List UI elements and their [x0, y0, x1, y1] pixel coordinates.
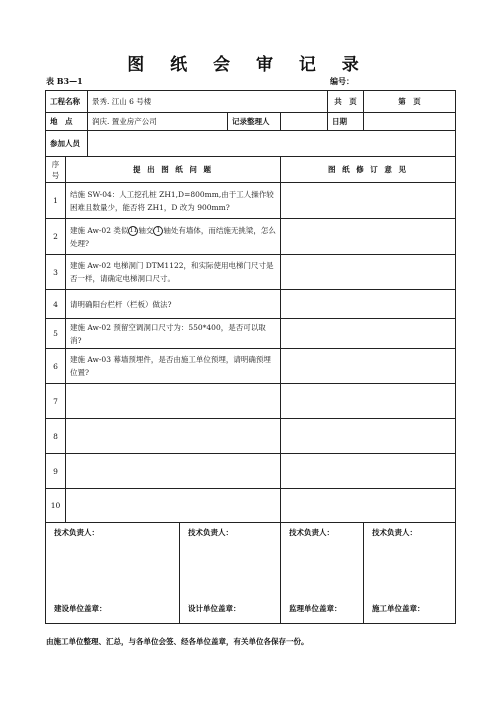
issue-text	[66, 384, 281, 419]
technical-lead-label: 技术负责人：	[289, 528, 334, 537]
issue-text	[66, 419, 281, 454]
seal-label: 设计单位盖章：	[188, 604, 241, 613]
participants-row	[46, 131, 456, 157]
issue-text	[66, 219, 281, 255]
recorder-label: 记录整理人	[228, 113, 281, 131]
axis-marker: 1	[153, 226, 163, 236]
row-number: 6	[46, 349, 66, 384]
signature-cell	[281, 523, 364, 624]
opinion-cell	[281, 255, 456, 290]
row-number: 8	[46, 419, 66, 454]
opinions-header: 图 纸 修 订 意 见	[281, 157, 456, 183]
table-row	[46, 183, 456, 219]
signature-row	[46, 523, 456, 624]
location-row	[46, 113, 456, 131]
table-row	[46, 489, 456, 523]
table-row	[46, 349, 456, 384]
opinion-cell	[281, 183, 456, 219]
technical-lead-label: 技术负责人：	[54, 528, 99, 537]
issue-text: 建施 Aw-02 预留空调洞口尺寸为：550*400，是否可以取消?	[66, 319, 281, 349]
issue-text: 建施 Aw-03 幕墙预埋件，是否由施工单位预埋，请明确预埋位置?	[66, 349, 281, 384]
opinion-cell	[281, 489, 456, 523]
opinion-cell	[281, 349, 456, 384]
row-number: 10	[46, 489, 66, 523]
issues-header: 提 出 图 纸 问 题	[66, 157, 281, 183]
table-row	[46, 290, 456, 319]
date-value	[364, 113, 456, 131]
technical-lead-label: 技术负责人：	[372, 528, 417, 537]
row-number: 9	[46, 454, 66, 489]
location-label: 地 点	[46, 113, 88, 131]
form-code: 表 B3—1	[46, 76, 83, 86]
table-row	[46, 219, 456, 255]
row-number: 5	[46, 319, 66, 349]
footer-note: 由施工单位整理、汇总，与各单位会签、经各单位盖章，有关单位各保存一份。	[46, 637, 309, 646]
axis-marker: 11	[129, 226, 138, 234]
opinion-cell	[281, 319, 456, 349]
table-row	[46, 319, 456, 349]
issue-text-part: 轴交	[138, 225, 154, 235]
issue-text-part: 建施 Aw-02 类似	[70, 225, 129, 235]
participants-label: 参加人员	[46, 131, 88, 157]
header-row	[46, 157, 456, 183]
technical-lead-label: 技术负责人：	[188, 528, 233, 537]
recorder-value	[281, 113, 328, 131]
issue-text: 请明确阳台栏杆（栏板）做法?	[66, 290, 281, 319]
opinion-cell	[281, 419, 456, 454]
seq-header: 序号	[46, 157, 66, 183]
issue-text: 结施 SW-04：人工挖孔桩 ZH1,D=800mm,由于工人操作较困难且数量少，能否将 ZH1，D 改为 900mm?	[66, 183, 281, 219]
review-form-table	[45, 90, 456, 624]
opinion-cell	[281, 219, 456, 255]
table-row	[46, 384, 456, 419]
row-number: 7	[46, 384, 66, 419]
number-label: 编号：	[330, 76, 354, 86]
opinion-cell	[281, 454, 456, 489]
location-value: 润庆. 置业房产公司	[88, 113, 228, 131]
seal-label: 施工单位盖章：	[372, 604, 425, 613]
project-row	[46, 91, 456, 113]
issue-text	[66, 489, 281, 523]
seal-label: 监理单位盖章：	[289, 604, 342, 613]
project-value: 景秀. 江山 6 号楼	[88, 91, 328, 113]
table-row	[46, 419, 456, 454]
issue-text-part: 轴处有墙体，而结施无挑梁，怎么处理?	[70, 225, 276, 248]
row-number: 2	[46, 219, 66, 255]
page-number-label: 第 页	[364, 91, 456, 113]
seal-label: 建设单位盖章：	[54, 604, 107, 613]
opinion-cell	[281, 384, 456, 419]
issue-text	[66, 454, 281, 489]
signature-cell	[364, 523, 456, 624]
row-number: 4	[46, 290, 66, 319]
issue-text: 建施 Aw-02 电梯洞门 DTM1122，和实际使用电梯门尺寸是否一样，请确定电梯洞口尺寸。	[66, 255, 281, 290]
signature-cell	[46, 523, 180, 624]
participants-value	[88, 131, 456, 157]
signature-cell	[180, 523, 281, 624]
total-pages-label: 共 页	[328, 91, 364, 113]
row-number: 1	[46, 183, 66, 219]
table-row	[46, 255, 456, 290]
date-label: 日期	[328, 113, 364, 131]
row-number: 3	[46, 255, 66, 290]
table-row	[46, 454, 456, 489]
opinion-cell	[281, 290, 456, 319]
project-label: 工程名称	[46, 91, 88, 113]
page-title: 图 纸 会 审 记 录	[127, 55, 369, 75]
